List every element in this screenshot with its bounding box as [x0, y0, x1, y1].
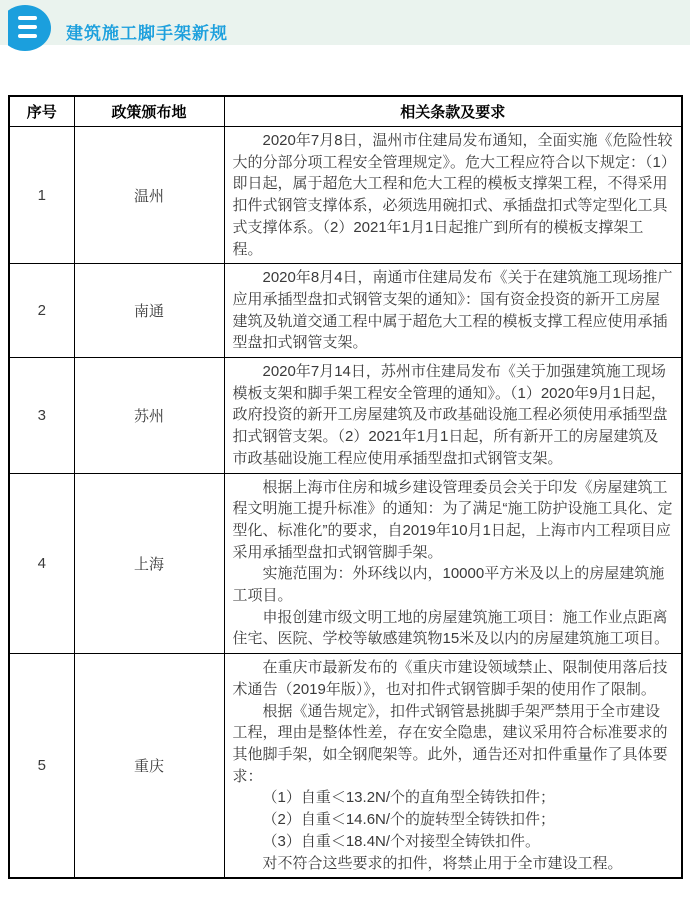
row-number-cell: 3 [9, 358, 74, 474]
row-number-cell: 4 [9, 473, 74, 654]
menu-list-icon-bar [18, 34, 37, 38]
menu-list-icon [8, 5, 51, 51]
requirement-paragraph: 2020年8月4日，南通市住建局发布《关于在建筑施工现场推广应用承插型盘扣式钢管支架的通知》：国有资金投资的新开工房屋建筑及轨道交通工程中属于超危大工程的模板支撑工程应使用承插型盘扣式钢管支架。 [232, 269, 673, 352]
requirement-paragraph: 在重庆市最新发布的《重庆市建设领域禁止、限制使用落后技术通告（2019年版）》，也对扣件式钢管脚手架的使用作了限制。 [232, 659, 668, 698]
menu-list-icon-bar [18, 25, 37, 29]
policy-requirements-cell [224, 654, 682, 879]
section-header-bar [0, 0, 690, 45]
policy-table-header [9, 96, 682, 127]
requirement-paragraph: 根据上海市住房和城乡建设管理委员会关于印发《房屋建筑工程文明施工提升标准》的通知：为了满足“施工防护设施工具化、定型化、标准化”的要求，自2019年10月1日起，上海市内工程项目应采用承插型盘扣式钢管脚手架。 [232, 478, 673, 561]
table-row [9, 358, 682, 474]
table-row [9, 127, 682, 264]
policy-requirements-cell [224, 358, 682, 474]
requirement-paragraph: 根据《通告规定》，扣件式钢管悬挑脚手架严禁用于全市建设工程，理由是整体性差，存在安全隐患，建议采用符合标准要求的其他脚手架，如全钢爬架等。此外，通告还对扣件重量作了具体要求： [232, 702, 668, 785]
policy-city-cell: 重庆 [74, 654, 224, 879]
table-header-row [9, 96, 682, 127]
requirement-paragraph: 实施范围为：外环线以内，10000平方米及以上的房屋建筑施工项目。 [232, 565, 665, 605]
page-title: 建筑施工脚手架新规 [66, 24, 228, 43]
row-number-cell: 2 [9, 264, 74, 358]
policy-table [8, 95, 683, 879]
requirement-paragraph: （2）自重＜14.6N/个的旋转型全铸铁扣件； [262, 811, 556, 829]
column-header-number: 序号 [9, 96, 74, 127]
policy-requirements-cell [224, 127, 682, 264]
menu-list-icon-bar [18, 16, 37, 20]
policy-table-body [9, 127, 682, 879]
policy-city-cell: 上海 [74, 473, 224, 654]
requirement-paragraph: 对不符合这些要求的扣件，将禁止用于全市建设工程。 [262, 854, 623, 872]
row-number-cell: 5 [9, 654, 74, 879]
table-row [9, 473, 682, 654]
requirement-paragraph: 2020年7月14日，苏州市住建局发布《关于加强建筑施工现场模板支架和脚手架工程安全管理的通知》。（1）2020年9月1日起，政府投资的新开工房屋建筑及市政基础设施工程必须使用承插型盘扣式钢管支架。（2）2021年1月1日起，所有新开工的房屋建筑及市政基础设施工程应使用承插型盘扣式钢管支架。 [232, 363, 668, 467]
policy-requirements-cell [224, 473, 682, 654]
requirement-paragraph: （3）自重＜18.4N/个对接型全铸铁扣件。 [262, 832, 541, 850]
table-row [9, 264, 682, 358]
table-row [9, 654, 682, 879]
requirement-paragraph: （1）自重＜13.2N/个的直角型全铸铁扣件； [262, 789, 556, 807]
policy-city-cell: 温州 [74, 127, 224, 264]
policy-city-cell: 苏州 [74, 358, 224, 474]
row-number-cell: 1 [9, 127, 74, 264]
column-header-requirements: 相关条款及要求 [224, 96, 682, 127]
policy-requirements-cell [224, 264, 682, 358]
requirement-paragraph: 申报创建市级文明工地的房屋建筑施工项目：施工作业点距离住宅、医院、学校等敏感建筑物15米及以内的房屋建筑施工项目。 [232, 608, 670, 648]
requirement-paragraph: 2020年7月8日，温州市住建局发布通知，全面实施《危险性较大的分部分项工程安全管理规定》。危大工程应符合以下规定：（1）即日起，属于超危大工程和危大工程的模板支撑架工程，不得采用扣件式钢管支撑体系，必须选用碗扣式、承插盘扣式等定型化工具式支撑体系。（2）2021年1月1日起推广到所有的模板支撑架工程。 [232, 132, 673, 258]
column-header-city: 政策颁布地 [74, 96, 224, 127]
policy-city-cell: 南通 [74, 264, 224, 358]
